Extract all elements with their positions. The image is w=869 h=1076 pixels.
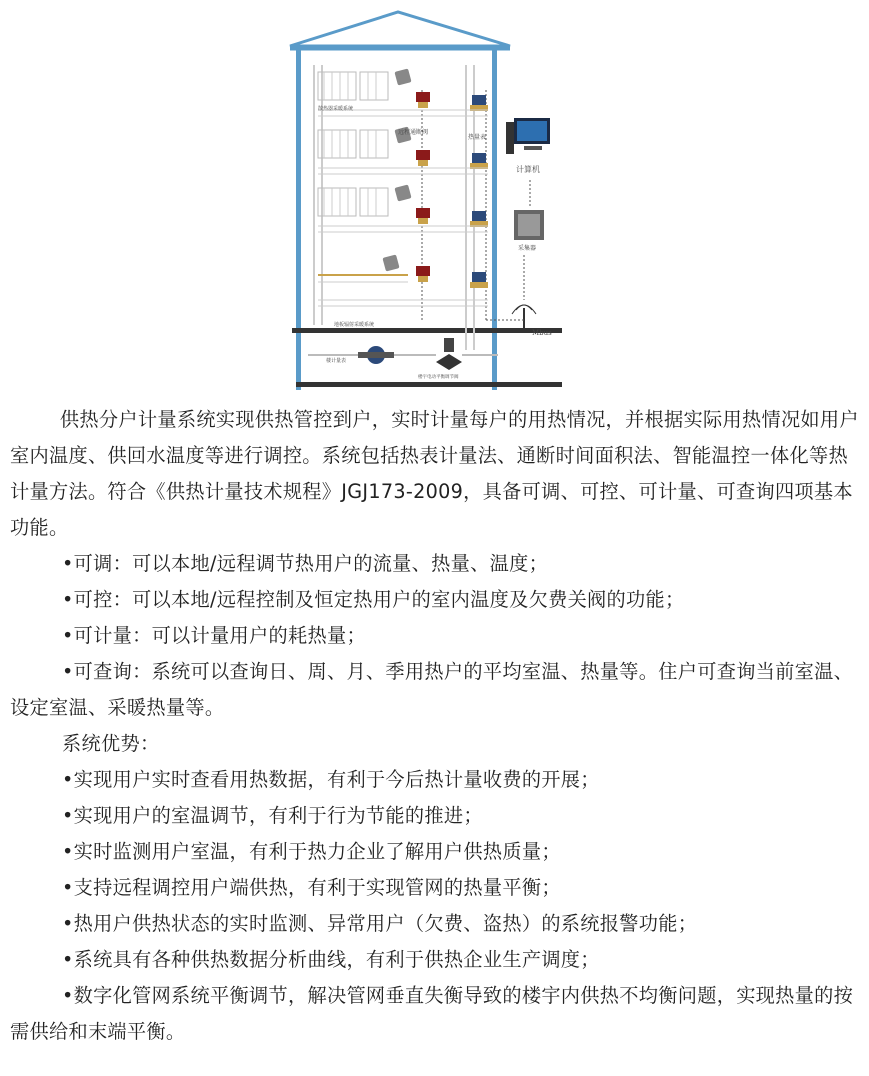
advantage-item: •热用户供热状态的实时监测、异常用户（欠费、盗热）的系统报警功能； xyxy=(62,912,698,935)
basement-slab xyxy=(292,328,562,333)
article-body xyxy=(10,402,860,1050)
valve-label: 远程通断阀 xyxy=(398,129,429,136)
building-right-wall xyxy=(492,50,497,390)
computer-icon xyxy=(506,118,550,154)
function-item: •可计量：可以计量用户的耗热量； xyxy=(62,624,366,647)
intro-paragraph: 供热分户计量系统实现供热管控到户，实时计量每户的用热情况，并根据实际用热情况如用户室内温度、供回水温度等进行调控。系统包括热表计量法、通断时间面积法、智能温控一体化等热计量方法。符合《供热计量技术规程》JGJ173-2009，具备可调、可控、可计量、可查询四项基本功能。 xyxy=(10,408,859,539)
advantage-item: •实现用户实时查看用热数据，有利于今后热计量收费的开展； xyxy=(62,768,600,791)
floor-system-label: 地板辐射采暖系统 xyxy=(334,322,375,328)
heating-system-diagram xyxy=(288,10,588,392)
advantage-item: •数字化管网系统平衡调节，解决管网垂直失衡导致的楼宇内供热不均衡问题，实现热量的按需供给和末端平衡。 xyxy=(10,984,854,1043)
advantage-item: •实现用户的室温调节，有利于行为节能的推进； xyxy=(62,804,483,827)
balance-valve-icon xyxy=(436,338,462,370)
advantages-heading: 系统优势： xyxy=(62,732,160,755)
building-meter-icon xyxy=(358,346,394,364)
function-item: •可查询：系统可以查询日、周、月、季用热户的平均室温、热量等。住户可查询当前室温、设定室温、采暖热量等。 xyxy=(10,660,854,719)
building-roof xyxy=(290,12,510,46)
floor-unit-3 xyxy=(318,184,488,232)
computer-label: 计算机 xyxy=(516,165,540,174)
building-meter-label: 楼计量表 xyxy=(326,358,347,364)
collector-label: 采集器 xyxy=(518,245,537,252)
advantage-item: •实时监测用户室温，有利于热力企业了解用户供热质量； xyxy=(62,840,561,863)
function-item: •可控：可以本地/远程控制及恒定热用户的室内温度及欠费关阀的功能； xyxy=(62,588,685,611)
balance-valve-label: 楼宇电动平衡调节阀 xyxy=(418,375,459,380)
meter-label: 热量表 xyxy=(468,134,487,141)
advantage-item: •支持远程调控用户端供热，有利于实现管网的热量平衡； xyxy=(62,876,561,899)
collector-icon xyxy=(514,210,544,240)
mbus-label: Mbus xyxy=(532,329,552,337)
function-item: •可调：可以本地/远程调节热用户的流量、热量、温度； xyxy=(62,552,549,575)
mbus-antenna-icon xyxy=(512,305,536,328)
advantage-item: •系统具有各种供热数据分析曲线，有利于供热企业生产调度； xyxy=(62,948,600,971)
radiator-system-label: 散热器采暖系统 xyxy=(318,106,354,112)
building-left-wall xyxy=(296,50,301,390)
floor-unit-4 xyxy=(318,254,488,306)
